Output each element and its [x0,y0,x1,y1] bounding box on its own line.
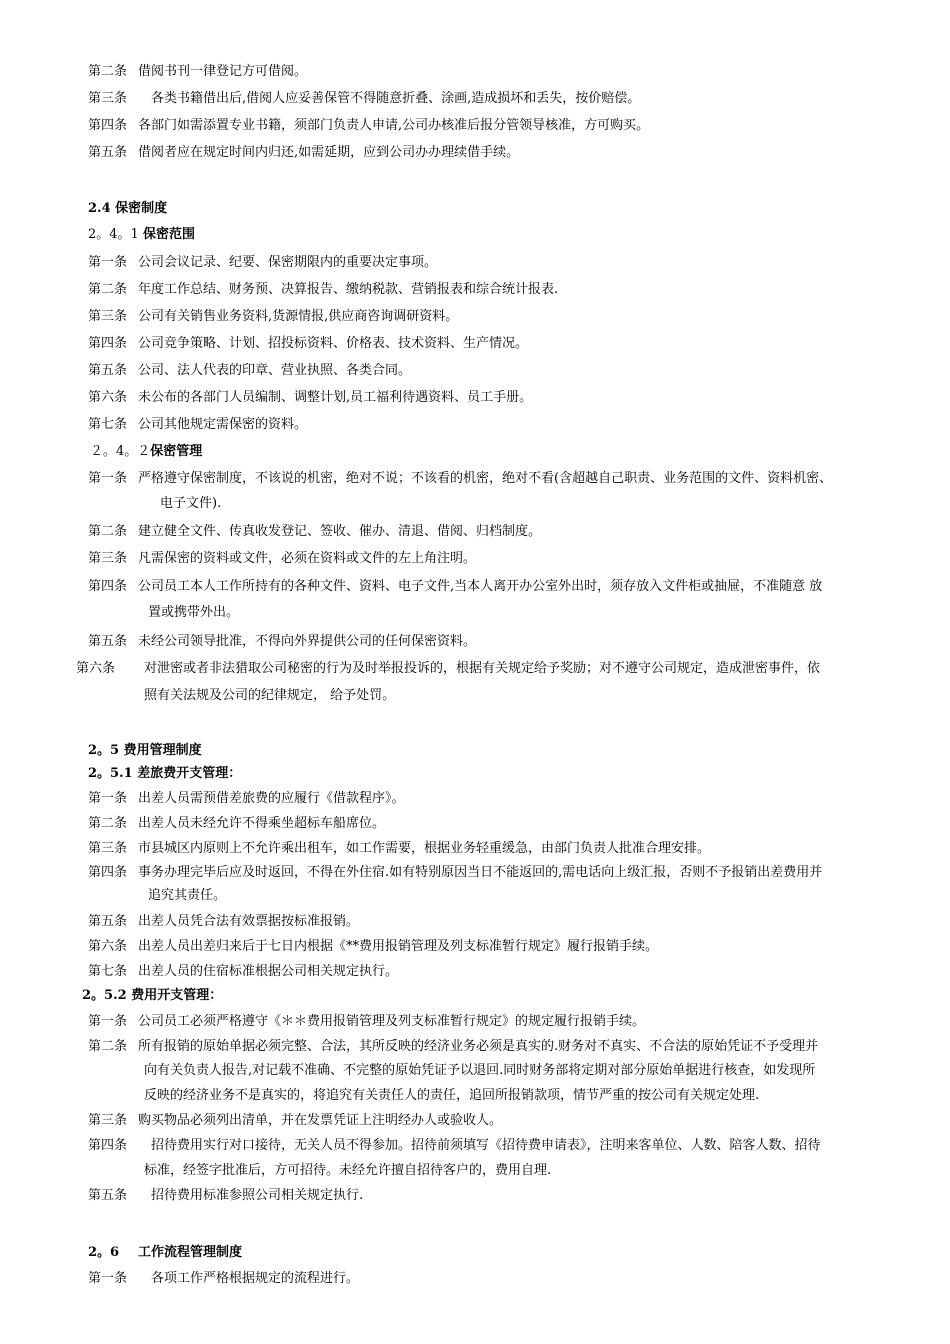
article-3-borrow [88,90,640,108]
list-item [88,389,532,407]
article-text: 出差人员需预借差旅费的应履行《借款程序》。 [138,791,405,806]
article-number: 第一条 [88,791,128,806]
subsection-2-5-2-title: 2。5.2 费用开支管理： [82,988,223,1003]
article-number: 第一条 [88,1271,128,1286]
article-number: 第五条 [88,145,128,160]
article-number: 第三条 [88,551,128,566]
article-text: 招待费用实行对口接待，无关人员不得参加。招待前须填写《招待费申请表》，注明来客单位、人数、陪客人数、招待 [138,1138,821,1153]
article-text: 出差人员未经允许不得乘坐超标车船席位。 [138,816,386,831]
article-text: 各类书籍借出后,借阅人应妥善保管不得随意折叠、涂画,造成损坏和丢失，按价赔偿。 [138,91,641,106]
article-number: 第一条 [88,471,128,486]
list-item [88,1013,645,1031]
article-text: 公司、法人代表的印章、营业执照、各类合同。 [138,363,412,378]
list-item [76,660,820,678]
article-number: 第五条 [88,363,128,378]
article-number: 第一条 [88,1014,128,1029]
list-item [88,416,307,434]
list-item [88,1112,502,1130]
section-2-5-title: 2。5 费用管理制度 [88,743,202,758]
article-number: 第七条 [88,964,128,979]
subsection-name: 保密范围 [142,227,195,242]
article-text: 借阅书刊一律登记方可借阅。 [138,64,308,79]
article-text: 出差人员凭合法有效票据按标准报销。 [138,914,360,929]
list-item [88,938,658,956]
article-2-borrow [88,63,307,81]
list-item [88,963,398,981]
article-number: 第二条 [88,816,128,831]
list-item [88,362,411,380]
article-text: 对泄密或者非法猎取公司秘密的行为及时举报投诉的，根据有关规定给予奖励；对不遵守公司规定，造成泄密事件，依 [144,661,821,676]
list-item [88,254,437,272]
article-text: 年度工作总结、财务预、决算报告、缴纳税款、营销报表和综合统计报表. [138,282,559,297]
list-item [88,281,558,299]
article-number: 第五条 [88,634,128,649]
list-item [88,308,458,326]
article-number: 第五条 [88,1188,128,1203]
article-text-continued: 追究其责任。 [148,888,227,903]
article-text: 建立健全文件、传真收发登记、签收、催办、清退、借阅、归档制度。 [138,524,542,539]
article-text: 招待费用标准参照公司相关规定执行. [138,1188,364,1203]
article-text: 严格遵守保密制度，不该说的机密，绝对不说；不该看的机密，绝对不看(含超越自己职责、业务范围的文件、资料机密、 [138,471,833,486]
article-text-continued: 照有关法规及公司的纪律规定， 给予处罚。 [144,688,396,703]
article-text: 公司员工本人工作所持有的各种文件、资料、电子文件,当本人离开办公室外出时，须存放入文件柜或抽屉，不准随意 放 [138,579,823,594]
list-item [88,1270,359,1288]
section-2-6-title [88,1244,242,1262]
article-text: 各项工作严格根据规定的流程进行。 [138,1271,360,1286]
list-item [88,840,710,858]
article-text: 公司会议记录、纪要、保密期限内的重要决定事项。 [138,255,438,270]
list-item [88,523,541,541]
article-number: 第三条 [88,91,128,106]
article-text: 凡需保密的资料或文件，必须在资料或文件的左上角注明。 [138,551,477,566]
list-item [88,1137,821,1155]
article-number: 第三条 [88,309,128,324]
list-item [88,335,528,353]
article-text: 未公布的各部门人员编制、调整计划,员工福利待遇资料、员工手册。 [138,390,533,405]
article-number: 第四条 [88,1138,128,1153]
article-number: 第二条 [88,524,128,539]
article-number: 第四条 [88,118,128,133]
subsection-2-5-1-title: 2。5.1 差旅费开支管理： [88,766,242,781]
article-number: 第三条 [88,841,128,856]
article-text: 所有报销的原始单据必须完整、合法，其所反映的经济业务必须是真实的.财务对不真实、不合法的原始凭证不予受理并 [138,1039,819,1054]
list-item [88,864,822,882]
article-text: 出差人员出差归来后于七日内根据《**费用报销管理及列支标准暂行规定》履行报销手续。 [138,939,659,954]
list-item [88,470,832,488]
article-text-continued: 向有关负责人报告,对记载不准确、不完整的原始凭证予以退回.同时财务部将定期对部分原始单据进行核查，如发现所 [144,1063,816,1078]
article-number: 第二条 [88,282,128,297]
article-text: 市县城区内原则上不允许乘出租车，如工作需要，根据业务轻重缓急，由部门负责人批准合理安排。 [138,841,711,856]
article-text: 事务办理完毕后应及时返回，不得在外住宿.如有特别原因当日不能返回的,需电话向上级汇报，否则不予报销出差费用并 [138,865,823,880]
article-text-continued: 反映的经济业务不是真实的，将追究有关责任人的责任，追回所报销款项，情节严重的按公司有关规定处理. [144,1088,760,1103]
article-text: 购买物品必须列出清单，并在发票凭证上注明经办人或验收人。 [138,1113,503,1128]
list-item [88,578,822,596]
list-item [88,1038,818,1056]
article-text: 各部门如需添置专业书籍，须部门负责人申请,公司办核准后报分管领导核准，方可购买。 [138,118,650,133]
section-2-4-title: 2.4 保密制度 [88,201,168,216]
article-4-borrow [88,117,649,135]
list-item [88,815,385,833]
subsection-2-4-2-title [90,443,202,461]
article-text-continued: 电子文件). [160,496,222,511]
subsection-2-4-1-title [88,226,195,244]
article-number: 第六条 [76,661,116,676]
article-number: 第二条 [88,64,128,79]
article-text-continued: 置或携带外出。 [148,605,240,620]
article-number: 第七条 [88,417,128,432]
article-number: 第六条 [88,939,128,954]
article-text: 公司其他规定需保密的资料。 [138,417,308,432]
article-number: 第五条 [88,914,128,929]
article-number: 第三条 [88,1113,128,1128]
article-text: 公司员工必须严格遵守《＊＊费用报销管理及列支标准暂行规定》的规定履行报销手续。 [138,1014,646,1029]
article-text: 未经公司领导批准，不得向外界提供公司的任何保密资料。 [138,634,477,649]
article-text-continued: 标准，经签字批准后，方可招待。未经允许擅自招待客户的，费用自理. [144,1163,552,1178]
article-number: 第二条 [88,1039,128,1054]
article-number: 第一条 [88,255,128,270]
list-item [88,1187,363,1205]
article-text: 出差人员的住宿标准根据公司相关规定执行。 [138,964,399,979]
list-item [88,550,476,568]
article-text: 公司竞争策略、计划、招投标资料、价格表、技术资料、生产情况。 [138,336,529,351]
list-item [88,633,476,651]
list-item [88,913,359,931]
section-name: 工作流程管理制度 [138,1245,243,1260]
article-text: 借阅者应在规定时间内归还,如需延期，应到公司办办理续借手续。 [138,145,520,160]
article-number: 第六条 [88,390,128,405]
list-item [88,790,405,808]
subsection-number: 2。4。1 [88,227,143,242]
article-number: 第四条 [88,579,128,594]
subsection-number: ２。4。２ [90,444,151,459]
article-number: 第四条 [88,336,128,351]
article-text: 公司有关销售业务资料,货源情报,供应商咨询调研资料。 [138,309,459,324]
section-number: 2。6 [88,1245,120,1260]
article-5-borrow [88,144,519,162]
subsection-name: 保密管理 [150,444,203,459]
article-number: 第四条 [88,865,128,880]
